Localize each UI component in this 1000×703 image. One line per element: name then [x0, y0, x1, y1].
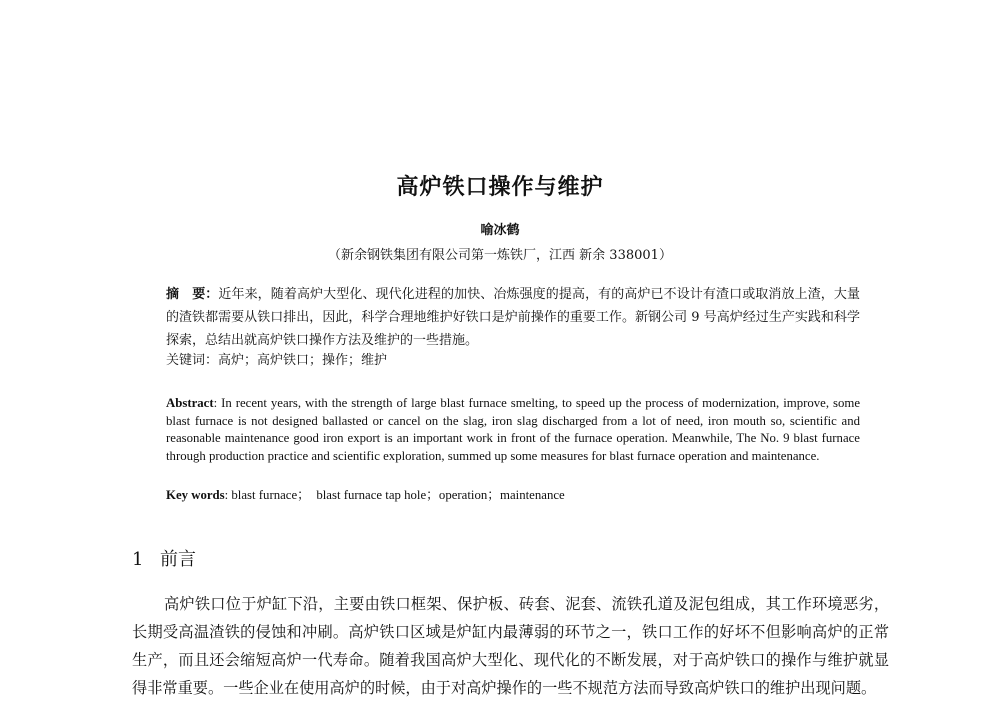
english-keywords-label: Key words [166, 488, 225, 502]
chinese-keywords [166, 349, 860, 372]
section-body-paragraph: 高炉铁口位于炉缸下沿，主要由铁口框架、保护板、砖套、泥套、流铁孔道及泥包组成，其工作环境恶劣，长期受高温渣铁的侵蚀和冲刷。高炉铁口区域是炉缸内最薄弱的环节之一，铁口工作的好坏不但影响高炉的正常生产，而且还会缩短高炉一代寿命。随着我国高炉大型化、现代化的不断发展，对于高炉铁口的操作与维护就显得非常重要。一些企业在使用高炉的时候，由于对高炉操作的一些不规范方法而导致高炉铁口的维护出现问题。 [132, 595, 889, 697]
chinese-abstract [166, 283, 860, 352]
english-abstract-text: : In recent years, with the strength of large blast furnace smelting, to speed up the process of modernization, improve, some blast furnace is not designed ballasted or cancel on the slag, iron slag discharged from a lot of need, iron mouth so, scientific and reasonable maintenance good iron export is an important work in front of the furnace operation. Meanwhile, The No. 9 blast furnace through production practice and scientific exploration, summed up some measures for blast furnace operation and maintenance. [166, 396, 860, 463]
english-abstract [166, 395, 860, 465]
english-abstract-label: Abstract [166, 396, 214, 410]
chinese-keywords-label: 关键词： [166, 353, 219, 368]
english-keywords [166, 486, 860, 504]
chinese-abstract-label: 摘 要： [166, 287, 219, 302]
author-name: 喻冰鹤 [480, 223, 520, 238]
chinese-keywords-text: 高炉；高炉铁口；操作；维护 [218, 353, 388, 368]
english-keywords-text: : blast furnace； blast furnace tap hole；operation；maintenance [224, 488, 565, 502]
chinese-abstract-text: 近年来，随着高炉大型化、现代化进程的加快、冶炼强度的提高，有的高炉已不设计有渣口或取消放上渣，大量的渣铁都需要从铁口排出，因此，科学合理地维护好铁口是炉前操作的重要工作。新钢公司 9 号高炉经过生产实践和科学探索，总结出就高炉铁口操作方法及维护的一些措施。 [166, 287, 860, 348]
author-affiliation: （新余钢铁集团有限公司第一炼铁厂，江西 新余 338001） [328, 248, 672, 263]
section-title: 前言 [160, 549, 196, 570]
paper-title: 高炉铁口操作与维护 [396, 175, 604, 200]
section-number: 1 [132, 549, 144, 570]
section-heading [132, 545, 196, 571]
